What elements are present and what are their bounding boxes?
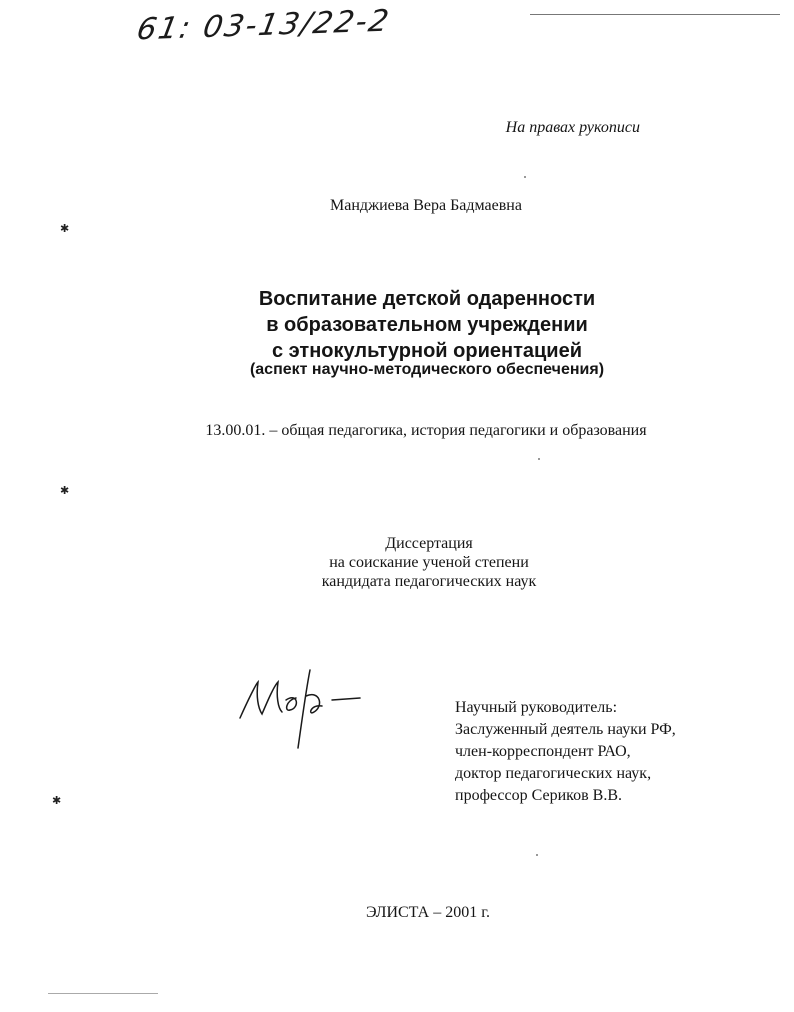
scan-dot bbox=[524, 176, 526, 178]
degree-statement bbox=[0, 534, 794, 591]
rights-note: На правах рукописи bbox=[505, 119, 640, 136]
title-line: Воспитание детской одаренности bbox=[258, 288, 596, 310]
scan-mark: ✱ bbox=[60, 223, 70, 235]
specialty-code: 13.00.01. – общая педагогика, история педагогики и образования bbox=[205, 422, 647, 439]
author-name: Манджиева Вера Бадмаевна bbox=[330, 197, 522, 214]
archive-code: 61: 03-13/22-2 bbox=[134, 3, 394, 48]
title-line: в образовательном учреждении bbox=[266, 314, 588, 336]
supervisor-line: доктор педагогических наук, bbox=[455, 765, 652, 782]
scientific-supervisor bbox=[455, 697, 676, 807]
degree-line: кандидата педагогических наук bbox=[321, 573, 537, 590]
scan-mark: ✱ bbox=[60, 485, 70, 497]
supervisor-line: Заслуженный деятель науки РФ, bbox=[455, 721, 676, 738]
degree-line: на соискание ученой степени bbox=[329, 554, 529, 571]
supervisor-line: профессор Сериков В.В. bbox=[455, 787, 623, 804]
degree-line: Диссертация bbox=[385, 535, 473, 552]
scan-dot bbox=[538, 458, 540, 460]
title-line: с этнокультурной ориентацией bbox=[271, 340, 583, 362]
signature bbox=[228, 660, 378, 750]
bottom-rule bbox=[48, 993, 158, 994]
supervisor-line: Научный руководитель: bbox=[455, 699, 618, 716]
scan-dot bbox=[536, 854, 538, 856]
city-year: ЭЛИСТА – 2001 г. bbox=[366, 904, 490, 921]
top-rule bbox=[530, 14, 780, 15]
scan-mark: ✱ bbox=[52, 795, 62, 807]
supervisor-line: член-корреспондент РАО, bbox=[455, 743, 631, 760]
dissertation-title bbox=[0, 286, 794, 364]
dissertation-subtitle: (аспект научно-методического обеспечения) bbox=[249, 361, 605, 378]
